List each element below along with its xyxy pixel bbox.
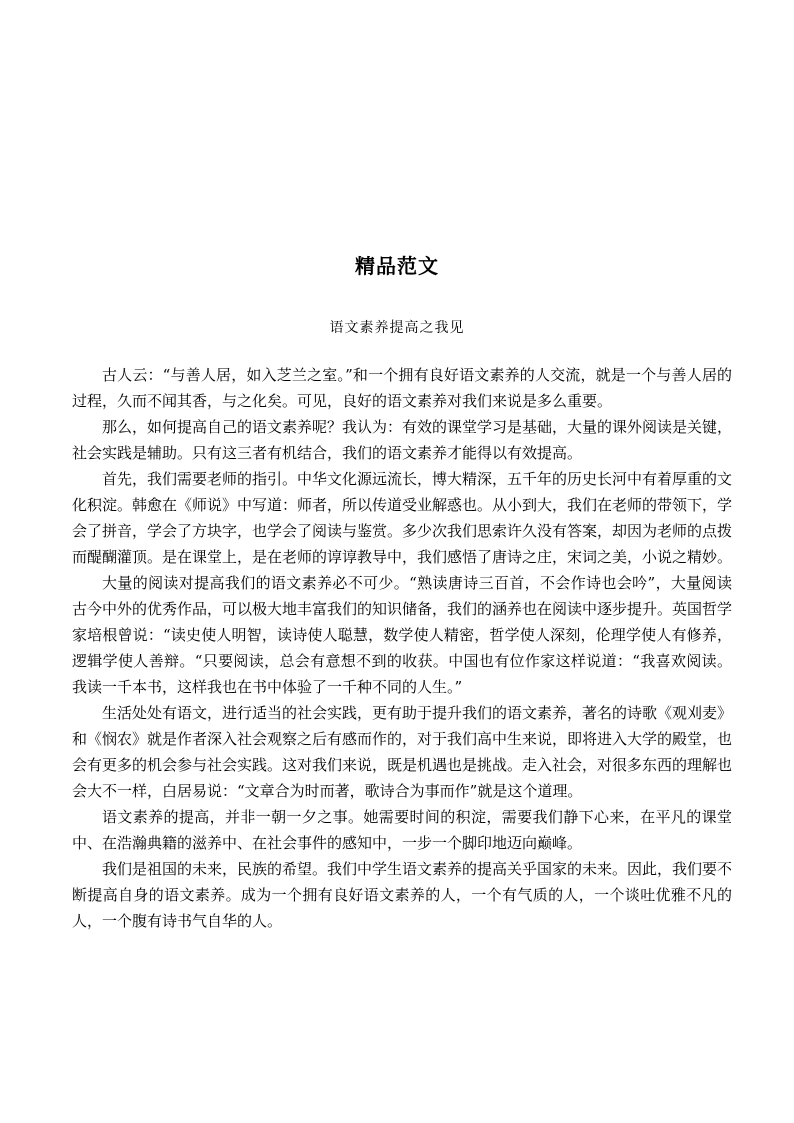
paragraph: 我们是祖国的未来，民族的希望。我们中学生语文素养的提高关乎国家的未来。因此，我们要不断提高自身的语文素养。成为一个拥有良好语文素养的人，一个有气质的人，一个谈吐优雅不凡的人，一个腹有诗书气自华的人。 xyxy=(72,860,733,930)
paragraph: 首先，我们需要老师的指引。中华文化源远流长，博大精深，五千年的历史长河中有着厚重的文化积淀。韩愈在《师说》中写道：师者，所以传道受业解惑也。从小到大，我们在老师的带领下，学会了拼音，学会了方块字，也学会了阅读与鉴赏。多少次我们思索许久没有答案，却因为老师的点拨而醍醐灌顶。是在课堂上，是在老师的谆谆教导中，我们感悟了唐诗之庄，宋词之美，小说之精妙。 xyxy=(72,470,733,566)
paragraph: 古人云：“与善人居，如入芝兰之室。”和一个拥有良好语文素养的人交流，就是一个与善人居的过程，久而不闻其香，与之化矣。可见，良好的语文素养对我们来说是多么重要。 xyxy=(72,366,732,410)
essay-title: 语文素养提高之我见 xyxy=(329,320,465,336)
paragraph: 语文素养的提高，并非一朝一夕之事。她需要时间的积淀，需要我们静下心来，在平凡的课堂中、在浩瀚典籍的滋养中、在社会事件的感知中，一步一个脚印地迈向巅峰。 xyxy=(72,808,732,852)
paragraph: 生活处处有语文，进行适当的社会实践，更有助于提升我们的语文素养，著名的诗歌《观刈麦》和《悯农》就是作者深入社会观察之后有感而作的，对于我们高中生来说，即将进入大学的殿堂，也会有更多的机会参与社会实践。这对我们来说，既是机遇也是挑战。走入社会，对很多东西的理解也会大不一样，白居易说：“文章合为时而著，歌诗合为事而作”就是这个道理。 xyxy=(72,704,733,800)
paragraph: 大量的阅读对提高我们的语文素养必不可少。“熟读唐诗三百首，不会作诗也会吟”，大量阅读古今中外的优秀作品，可以极大地丰富我们的知识储备，我们的涵养也在阅读中逐步提升。英国哲学家培根曾说：“读史使人明智，读诗使人聪慧，数学使人精密，哲学使人深刻，伦理学使人有修养，逻辑学使人善辩。“只要阅读，总会有意想不到的收获。中国也有位作家这样说道：“我喜欢阅读。我读一千本书，这样我也在书中体验了一千种不同的人生。” xyxy=(72,574,733,696)
paragraph: 那么，如何提高自己的语文素养呢？我认为：有效的课堂学习是基础，大量的课外阅读是关键，社会实践是辅助。只有这三者有机结合，我们的语文素养才能得以有效提高。 xyxy=(72,418,733,462)
essay-body xyxy=(72,362,732,934)
page-header-title: 精品范文 xyxy=(355,254,439,278)
